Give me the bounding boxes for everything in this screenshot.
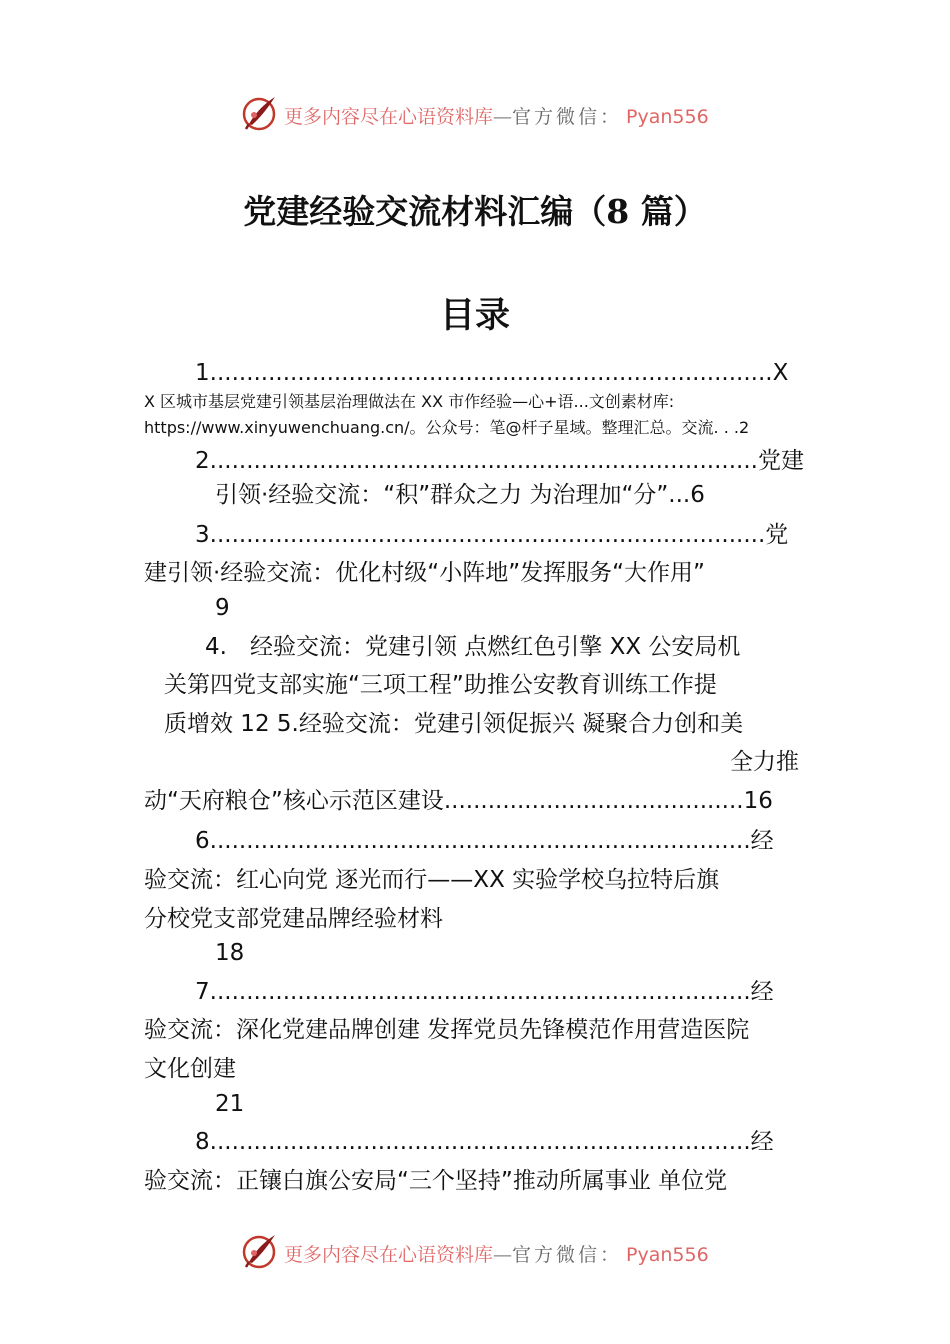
toc-line[interactable]: 6..........................................................................经	[195, 828, 774, 854]
quill-pen-logo-icon	[240, 94, 278, 132]
banner-separator: —	[493, 1244, 513, 1266]
banner-main-text: 更多内容尽在心语资料库	[284, 1244, 494, 1266]
toc-heading: 目录	[439, 295, 510, 336]
header-banner	[0, 94, 950, 134]
banner-wechat-label: 官方微信：	[512, 1244, 623, 1266]
toc-line[interactable]: 动“天府粮仓”核心示范区建设.........................................16	[144, 788, 773, 814]
toc-line[interactable]: 关第四党支部实施“三项工程”助推公安教育训练工作提	[164, 672, 717, 698]
toc-line[interactable]: 3............................................................................党	[195, 522, 789, 548]
toc-line[interactable]: 验交流：红心向党 逐光而行——XX 实验学校乌拉特后旗	[144, 867, 720, 893]
toc-line[interactable]: 验交流：正镶白旗公安局“三个坚持”推动所属事业 单位党	[144, 1168, 728, 1194]
toc-line[interactable]: 引领·经验交流：“积”群众之力 为治理加“分”...6	[215, 482, 705, 508]
toc-line[interactable]: 建引领·经验交流：优化村级“小阵地”发挥服务“大作用”	[144, 560, 705, 586]
toc-line[interactable]: 8..........................................................................经	[195, 1129, 774, 1155]
toc-line[interactable]: 1.............................................................................X	[195, 360, 789, 386]
toc-line[interactable]: 4. 经验交流：党建引领 点燃红色引擎 XX 公安局机	[205, 634, 741, 660]
banner-wechat-id: Pyan556	[626, 1244, 709, 1266]
banner-text	[284, 1240, 709, 1267]
banner-text	[284, 102, 709, 129]
footer-banner	[0, 1232, 950, 1272]
toc-line[interactable]: 18	[215, 940, 245, 966]
banner-separator: —	[493, 106, 513, 128]
toc-line[interactable]: 21	[215, 1091, 245, 1117]
toc-line[interactable]: X 区城市基层党建引领基层治理做法在 XX 市作经验—心+语...文创素材库:	[144, 392, 675, 411]
banner-wechat-label: 官方微信：	[512, 106, 623, 128]
toc-line[interactable]: 验交流：深化党建品牌创建 发挥党员先锋模范作用营造医院	[144, 1017, 750, 1043]
toc-line[interactable]: 文化创建	[144, 1056, 236, 1082]
toc-line[interactable]: https://www.xinyuwenchuang.cn/。公众号：笔@杆子星域。整理汇总。交流. . .2	[144, 418, 750, 437]
toc-line[interactable]: 质增效 12 5.经验交流：党建引领促振兴 凝聚合力创和美	[164, 711, 744, 737]
quill-pen-logo-icon	[240, 1232, 278, 1270]
banner-main-text: 更多内容尽在心语资料库	[284, 106, 494, 128]
toc-line[interactable]: 7..........................................................................经	[195, 979, 774, 1005]
banner-wechat-id: Pyan556	[626, 106, 709, 128]
toc-line[interactable]: 分校党支部党建品牌经验材料	[144, 906, 443, 932]
toc-line[interactable]: 9	[215, 595, 230, 621]
toc-line[interactable]: 全力推	[730, 749, 799, 775]
document-title: 党建经验交流材料汇编（8 篇）	[243, 192, 707, 231]
toc-line[interactable]: 2...........................................................................党建	[195, 448, 804, 474]
